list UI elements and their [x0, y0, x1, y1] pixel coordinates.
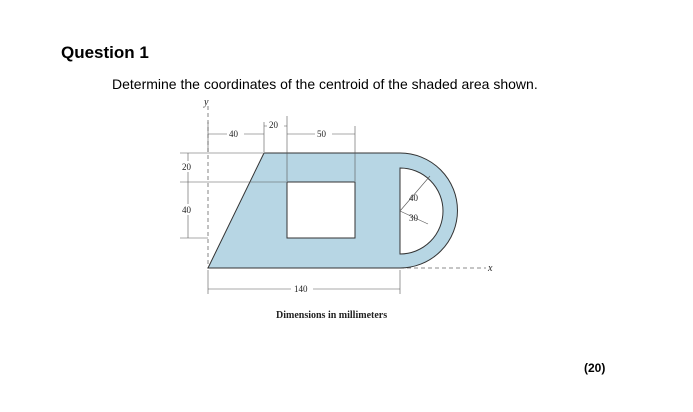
y-axis-label: y: [204, 97, 209, 108]
dim-top-mid: 20: [269, 120, 278, 130]
dim-left-upper: 20: [182, 162, 191, 172]
question-title: Question 1: [61, 43, 149, 62]
dim-semicircle-outer: 40: [409, 193, 418, 203]
dim-semicircle-inner: 30: [409, 213, 418, 223]
question-text: Determine the coordinates of the centroid of the shaded area shown.: [112, 76, 538, 92]
dim-top-right: 50: [317, 129, 326, 139]
centroid-figure: [168, 96, 508, 326]
x-axis-label: x: [488, 263, 493, 274]
dim-bottom: 140: [294, 284, 308, 294]
shaded-area: [208, 153, 457, 268]
marks-label: (20): [584, 361, 606, 375]
figure-caption: Dimensions in millimeters: [276, 310, 388, 321]
dim-left-lower: 40: [182, 205, 191, 215]
figure-svg: [168, 96, 508, 326]
dim-top-left: 40: [229, 129, 238, 139]
